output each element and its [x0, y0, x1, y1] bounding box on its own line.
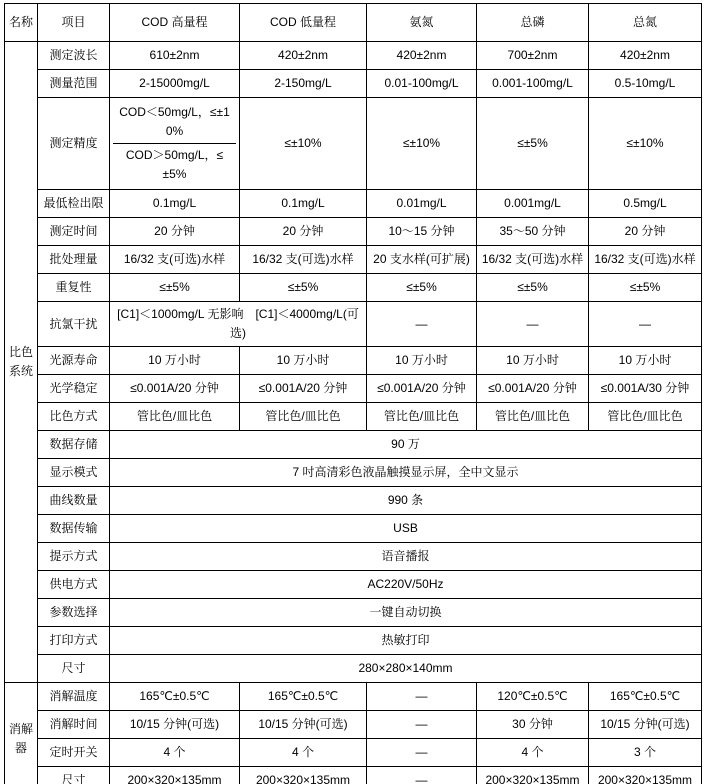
row-label: 显示模式: [38, 459, 110, 487]
spec-cell: 10 万小时: [367, 347, 477, 375]
spec-cell: 35～50 分钟: [477, 218, 589, 246]
row-label: 消解时间: [38, 711, 110, 739]
row-label: 提示方式: [38, 543, 110, 571]
spec-cell: 0.1mg/L: [110, 190, 240, 218]
spec-cell: 4 个: [110, 739, 240, 767]
spec-cell: ≤0.001A/30 分钟: [589, 375, 702, 403]
spec-cell: —: [367, 683, 477, 711]
header-item-column: 项目: [38, 4, 110, 42]
row-label: 重复性: [38, 274, 110, 302]
row-label: 光学稳定: [38, 375, 110, 403]
row-label: 尺寸: [38, 767, 110, 784]
column-header: 总氮: [589, 4, 702, 42]
spec-cell: ≤±5%: [240, 274, 367, 302]
spec-cell: 20 支水样(可扩展): [367, 246, 477, 274]
spec-cell: 4 个: [477, 739, 589, 767]
spec-cell: 2-15000mg/L: [110, 70, 240, 98]
spec-cell: 30 分钟: [477, 711, 589, 739]
spec-cell: 200×320×135mm: [240, 767, 367, 784]
row-label: 尺寸: [38, 655, 110, 683]
spec-cell: 0.5mg/L: [589, 190, 702, 218]
spec-cell: 10 万小时: [240, 347, 367, 375]
spec-cell: 420±2nm: [367, 42, 477, 70]
section-label: 消解器: [5, 683, 38, 784]
row-label: 数据存储: [38, 431, 110, 459]
spec-cell: 10 万小时: [477, 347, 589, 375]
spec-cell: 700±2nm: [477, 42, 589, 70]
row-label: 测定波长: [38, 42, 110, 70]
spec-cell: 10/15 分钟(可选): [110, 711, 240, 739]
spec-cell: 20 分钟: [589, 218, 702, 246]
row-label: 定时开关: [38, 739, 110, 767]
spec-cell: ≤±10%: [367, 98, 477, 190]
row-label: 批处理量: [38, 246, 110, 274]
spec-cell: 90 万: [110, 431, 702, 459]
spec-cell: ≤0.001A/20 分钟: [110, 375, 240, 403]
row-label: 抗氯干扰: [38, 302, 110, 347]
spec-cell: 管比色/皿比色: [477, 403, 589, 431]
spec-cell-split: [110, 98, 240, 190]
spec-cell: 0.5-10mg/L: [589, 70, 702, 98]
row-label: 最低检出限: [38, 190, 110, 218]
spec-cell: 165℃±0.5℃: [110, 683, 240, 711]
spec-cell: ≤±5%: [477, 98, 589, 190]
spec-cell: —: [367, 302, 477, 347]
spec-cell: —: [367, 739, 477, 767]
section-label: 比色系统: [5, 42, 38, 683]
spec-cell: AC220V/50Hz: [110, 571, 702, 599]
spec-subcell: COD＞50mg/L，≤±5%: [125, 148, 224, 181]
spec-cell: [C1]＜1000mg/L 无影响 [C1]＜4000mg/L(可选): [110, 302, 367, 347]
spec-cell: ≤±5%: [477, 274, 589, 302]
column-header: COD 低量程: [240, 4, 367, 42]
spec-cell: 4 个: [240, 739, 367, 767]
row-label: 打印方式: [38, 627, 110, 655]
spec-cell: 一键自动切换: [110, 599, 702, 627]
spec-cell: 10～15 分钟: [367, 218, 477, 246]
spec-cell: 语音播报: [110, 543, 702, 571]
spec-cell: 20 分钟: [110, 218, 240, 246]
spec-cell: 16/32 支(可选)水样: [240, 246, 367, 274]
row-label: 曲线数量: [38, 487, 110, 515]
spec-cell: 420±2nm: [589, 42, 702, 70]
column-header: COD 高量程: [110, 4, 240, 42]
spec-cell: 热敏打印: [110, 627, 702, 655]
row-label: 光源寿命: [38, 347, 110, 375]
spec-cell: 0.001-100mg/L: [477, 70, 589, 98]
column-header: 总磷: [477, 4, 589, 42]
spec-cell: USB: [110, 515, 702, 543]
header-name-column: 名称: [5, 4, 38, 42]
row-label: 消解温度: [38, 683, 110, 711]
spec-cell: 管比色/皿比色: [240, 403, 367, 431]
spec-cell: ≤±5%: [367, 274, 477, 302]
spec-cell: 10/15 分钟(可选): [589, 711, 702, 739]
spec-cell: —: [367, 767, 477, 784]
spec-cell: 280×280×140mm: [110, 655, 702, 683]
row-label: 比色方式: [38, 403, 110, 431]
spec-table: [4, 3, 702, 784]
spec-cell: 16/32 支(可选)水样: [110, 246, 240, 274]
spec-cell: 10 万小时: [110, 347, 240, 375]
spec-cell: —: [477, 302, 589, 347]
row-label: 数据传输: [38, 515, 110, 543]
spec-cell: 990 条: [110, 487, 702, 515]
spec-cell: ≤0.001A/20 分钟: [367, 375, 477, 403]
spec-cell: 2-150mg/L: [240, 70, 367, 98]
spec-cell: 20 分钟: [240, 218, 367, 246]
spec-cell: 3 个: [589, 739, 702, 767]
spec-cell: 610±2nm: [110, 42, 240, 70]
spec-cell: 0.1mg/L: [240, 190, 367, 218]
spec-cell: 7 吋高清彩色液晶触摸显示屏，全中文显示: [110, 459, 702, 487]
spec-cell: 120℃±0.5℃: [477, 683, 589, 711]
spec-cell: 管比色/皿比色: [589, 403, 702, 431]
row-label: 参数选择: [38, 599, 110, 627]
spec-subcell: COD＜50mg/L，≤±10%: [113, 101, 236, 144]
spec-cell: ≤±5%: [110, 274, 240, 302]
spec-cell: 10/15 分钟(可选): [240, 711, 367, 739]
spec-cell: ≤±5%: [589, 274, 702, 302]
spec-cell: 200×320×135mm: [110, 767, 240, 784]
row-label: 测定精度: [38, 98, 110, 190]
spec-cell: 0.01mg/L: [367, 190, 477, 218]
spec-cell: 200×320×135mm: [477, 767, 589, 784]
row-label: 供电方式: [38, 571, 110, 599]
row-label: 测定时间: [38, 218, 110, 246]
spec-cell: 165℃±0.5℃: [240, 683, 367, 711]
spec-cell: 200×320×135mm: [589, 767, 702, 784]
spec-cell: 420±2nm: [240, 42, 367, 70]
spec-cell: ≤±10%: [240, 98, 367, 190]
row-label: 测量范围: [38, 70, 110, 98]
spec-cell: 管比色/皿比色: [110, 403, 240, 431]
spec-cell: 16/32 支(可选)水样: [589, 246, 702, 274]
spec-cell: 10 万小时: [589, 347, 702, 375]
spec-cell: 0.01-100mg/L: [367, 70, 477, 98]
spec-cell: ≤0.001A/20 分钟: [477, 375, 589, 403]
spec-cell: 16/32 支(可选)水样: [477, 246, 589, 274]
spec-cell: —: [367, 711, 477, 739]
column-header: 氨氮: [367, 4, 477, 42]
spec-cell: ≤±10%: [589, 98, 702, 190]
spec-cell: 0.001mg/L: [477, 190, 589, 218]
spec-cell: 165℃±0.5℃: [589, 683, 702, 711]
spec-cell: ≤0.001A/20 分钟: [240, 375, 367, 403]
spec-cell: 管比色/皿比色: [367, 403, 477, 431]
spec-cell: —: [589, 302, 702, 347]
